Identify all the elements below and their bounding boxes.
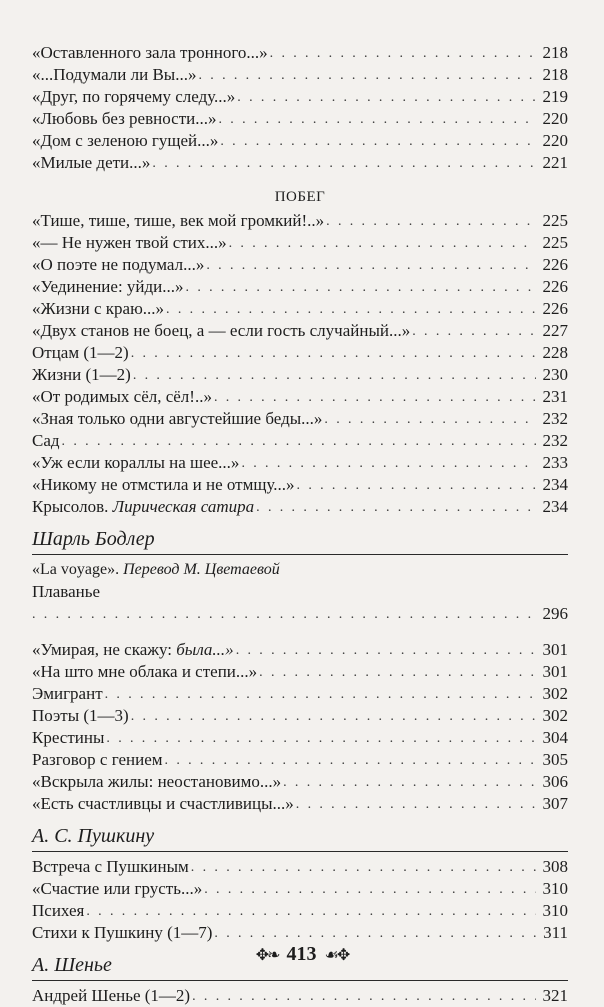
entry-page: 302 (542, 706, 568, 725)
leader-dots (324, 410, 536, 430)
toc-entry (32, 749, 568, 771)
entry-title: Крестины (32, 728, 105, 747)
entry-page: 218 (542, 65, 568, 84)
section-rule (32, 851, 568, 852)
entry-page: 232 (542, 409, 568, 428)
leader-dots (191, 858, 536, 878)
entry-page: 218 (542, 43, 568, 62)
toc-entry (32, 386, 568, 408)
entry-page: 234 (542, 497, 568, 516)
entry-page: 310 (542, 879, 568, 898)
leader-dots (229, 234, 536, 254)
entry-title: «Уж если кораллы на шее...» (32, 453, 240, 472)
voyage-line (32, 559, 568, 581)
entry-page: 321 (542, 986, 568, 1005)
entry-page: 230 (542, 365, 568, 384)
leader-dots (259, 663, 536, 683)
leader-dots (166, 300, 536, 320)
leader-dots (86, 902, 536, 922)
entry-page: 226 (542, 255, 568, 274)
page-number: 413 (286, 943, 317, 965)
toc-entry (32, 452, 568, 474)
leader-dots (236, 641, 536, 661)
section-rule (32, 554, 568, 555)
voyage-translator: Перевод М. Цветаевой (123, 561, 280, 578)
entry-page: 304 (542, 728, 568, 747)
entry-page: 301 (542, 640, 568, 659)
entry-page: 296 (542, 604, 568, 623)
entry-title: Стихи к Пушкину (1—7) (32, 923, 213, 942)
entry-page: 227 (542, 321, 568, 340)
leader-dots (270, 44, 536, 64)
page-footer (0, 943, 604, 966)
section-heading-baudelaire: Шарль Бодлер (32, 528, 155, 550)
entry-title: «Двух станов не боец, а — если гость случайный...» (32, 321, 411, 340)
toc-entry (32, 922, 568, 944)
entry-title-part: «Умирая, не скажу: (32, 640, 172, 659)
entry-page: 234 (542, 475, 568, 494)
toc-entry (32, 793, 568, 815)
leader-dots (206, 256, 536, 276)
entry-page: 302 (542, 684, 568, 703)
leader-dots (105, 685, 536, 705)
entry-title: «Жизни с краю...» (32, 299, 165, 318)
leader-dots (165, 751, 536, 771)
entry-page: 231 (542, 387, 568, 406)
toc-entry (32, 474, 568, 496)
leader-dots (296, 795, 536, 815)
toc-entry (32, 108, 568, 130)
toc-entry (32, 900, 568, 922)
toc-entry (32, 130, 568, 152)
toc-entry (32, 771, 568, 793)
entry-page: 307 (542, 794, 568, 813)
entry-page: 220 (542, 109, 568, 128)
entry-title: «— Не нужен твой стих...» (32, 233, 227, 252)
entry-page: 221 (542, 153, 568, 172)
leader-dots (62, 432, 536, 452)
entry-title: «Вскрыла жилы: неостановимо...» (32, 772, 282, 791)
ornament-right-icon: ☙✥ (324, 946, 349, 964)
voyage-title: «La voyage». (32, 561, 120, 578)
leader-dots (198, 66, 536, 86)
leader-dots (297, 476, 536, 496)
entry-title: Встреча с Пушкиным (32, 857, 189, 876)
entry-title: «...Подумали ли Вы...» (32, 65, 197, 84)
toc-entry (32, 705, 568, 727)
ornament-left-icon: ✥❧ (255, 946, 279, 964)
entry-page: 306 (542, 772, 568, 791)
toc-entry (32, 254, 568, 276)
entry-page: 233 (542, 453, 568, 472)
entry-title: Поэты (1—3) (32, 706, 129, 725)
entry-title: «Оставленного зала тронного...» (32, 43, 268, 62)
entry-page: 305 (542, 750, 568, 769)
pobeg-list (32, 210, 568, 518)
leader-dots (192, 987, 536, 1007)
leader-dots (326, 212, 536, 232)
toc-entry (32, 42, 568, 64)
toc-entry (32, 342, 568, 364)
section-heading-pobeg: ПОБЕГ (274, 189, 326, 205)
toc-entry (32, 86, 568, 108)
leader-dots (204, 880, 536, 900)
entry-title: «От родимых сёл, сёл!..» (32, 387, 212, 406)
chenier-list (32, 985, 568, 1007)
toc-entry (32, 152, 568, 174)
leader-dots (256, 498, 536, 518)
section-rule (32, 980, 568, 981)
section-heading-pushkin: А. С. Пушкину (32, 825, 155, 847)
entry-page: 226 (542, 299, 568, 318)
toc-entry (32, 210, 568, 232)
entry-page: 232 (542, 431, 568, 450)
entry-title: «О поэте не подумал...» (32, 255, 205, 274)
entry-title (32, 496, 254, 518)
leader-dots (106, 729, 536, 749)
entry-title: «Друг, по горячему следу...» (32, 87, 236, 106)
leader-dots (241, 454, 536, 474)
entry-title: Жизни (1—2) (32, 365, 131, 384)
toc-entry (32, 430, 568, 452)
leader-dots (214, 388, 536, 408)
spacer (32, 625, 568, 639)
entry-title: «Тише, тише, тише, век мой громкий!..» (32, 211, 325, 230)
entry-title: «Никому не отмстила и не отмщу...» (32, 475, 295, 494)
toc-entry (32, 320, 568, 342)
toc-entry (32, 232, 568, 254)
entry-title: «Зная только одни августейшие беды...» (32, 409, 323, 428)
entry-title: Сад (32, 431, 60, 450)
toc-entry (32, 364, 568, 386)
toc-entry (32, 985, 568, 1007)
entry-title: Андрей Шенье (1—2) (32, 986, 191, 1005)
entry-page: 226 (542, 277, 568, 296)
entry-page: 219 (542, 87, 568, 106)
toc-entry (32, 298, 568, 320)
leader-dots (32, 605, 536, 625)
leader-dots (214, 924, 536, 944)
leader-dots (283, 773, 536, 793)
toc-entry (32, 276, 568, 298)
toc-mid-list (32, 639, 568, 815)
entry-title-italic: была...» (176, 640, 234, 659)
leader-dots (186, 278, 536, 298)
leader-dots (131, 344, 536, 364)
entry-page: 220 (542, 131, 568, 150)
entry-title: «Дом с зеленою гущей...» (32, 131, 219, 150)
toc-entry (32, 639, 568, 661)
toc-entry (32, 408, 568, 430)
toc-entry-plavanie (32, 603, 568, 625)
toc-entry (32, 64, 568, 86)
entry-page: 301 (542, 662, 568, 681)
entry-title: Отцам (1—2) (32, 343, 129, 362)
leader-dots (218, 110, 536, 130)
leader-dots (237, 88, 536, 108)
toc-entry (32, 727, 568, 749)
section-heading-chenier: А. Шенье (32, 954, 112, 976)
entry-page: 308 (542, 857, 568, 876)
leader-dots (152, 154, 536, 174)
entry-page: 310 (542, 901, 568, 920)
entry-title (32, 639, 234, 661)
toc-entry (32, 856, 568, 878)
leader-dots (220, 132, 536, 152)
plavanie-title: Плаванье (32, 582, 101, 601)
entry-title: «Милые дети...» (32, 153, 151, 172)
entry-title: «Есть счастливцы и счастливицы...» (32, 794, 294, 813)
toc-entry (32, 878, 568, 900)
toc-entry (32, 683, 568, 705)
leader-dots (133, 366, 536, 386)
entry-title: «Уединение: уйди...» (32, 277, 184, 296)
leader-dots (412, 322, 536, 342)
entry-title: Разговор с гением (32, 750, 163, 769)
entry-title: Психея (32, 901, 85, 920)
entry-title: Эмигрант (32, 684, 103, 703)
krysolov-subtitle: Лирическая сатира (112, 497, 255, 516)
entry-title: «На што мне облака и степи...» (32, 662, 258, 681)
toc-page (32, 42, 568, 1007)
leader-dots (131, 707, 536, 727)
toc-entry-krysolov (32, 496, 568, 518)
toc-top-list (32, 42, 568, 174)
entry-page: 311 (543, 923, 568, 942)
entry-page: 228 (542, 343, 568, 362)
entry-title: «Любовь без ревности...» (32, 109, 217, 128)
toc-entry (32, 661, 568, 683)
pushkin-list (32, 856, 568, 944)
entry-page: 225 (542, 233, 568, 252)
entry-page: 225 (542, 211, 568, 230)
krysolov-title: Крысолов. (32, 497, 109, 516)
entry-title: «Счастие или грусть...» (32, 879, 203, 898)
